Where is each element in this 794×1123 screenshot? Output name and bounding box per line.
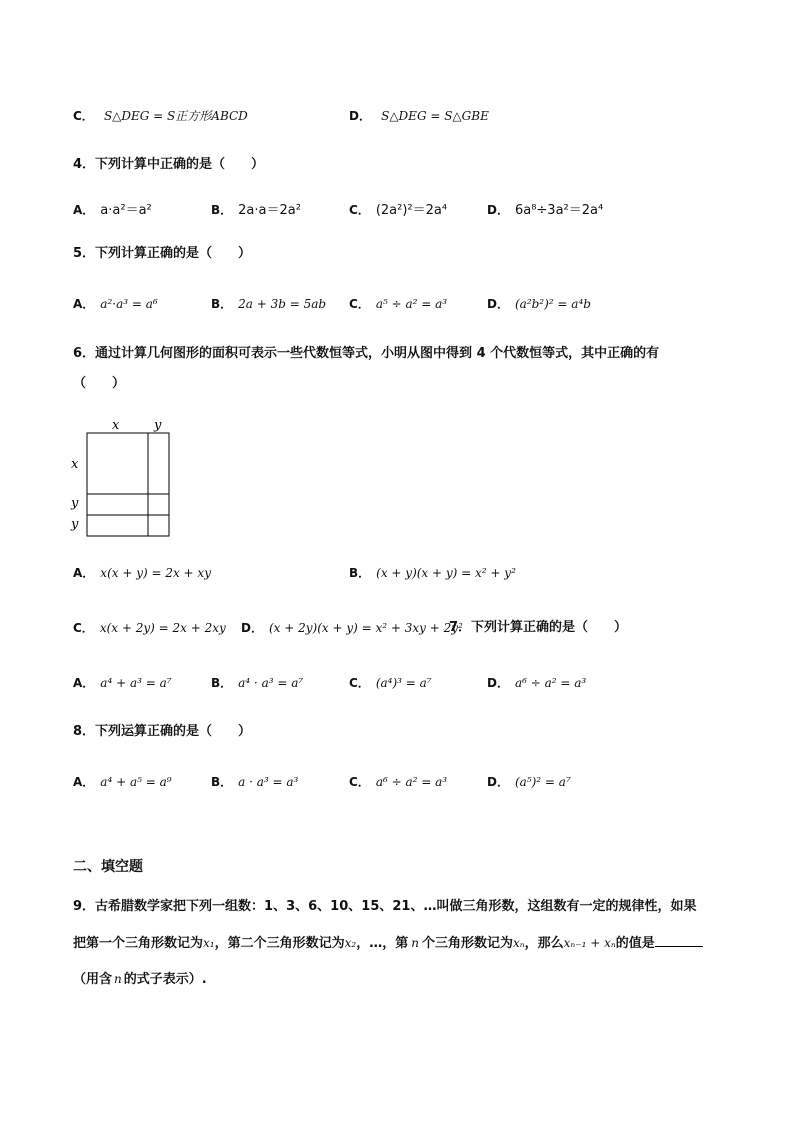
option-expression: 2a·a＝2a² — [238, 203, 301, 218]
q9-x2: x₂ — [344, 936, 357, 950]
q5-option-c[interactable] — [349, 295, 447, 314]
q9-expression: xₙ₋₁ + xₙ — [563, 936, 616, 950]
option-expression: (x + 2y)(x + y) = x² + 3xy + 2y² — [268, 621, 463, 635]
q9-text: 的值是 — [615, 936, 655, 951]
option-expression: S△DEG = S正方形ABCD — [103, 109, 248, 123]
q7-option-b[interactable] — [211, 674, 303, 693]
option-expression: a⁵ ÷ a² = a³ — [375, 297, 448, 311]
q8-option-c[interactable] — [349, 773, 447, 792]
figure-top-label-x: x — [112, 418, 120, 433]
option-expression: a·a²＝a² — [100, 203, 152, 218]
option-label: C． — [73, 621, 94, 635]
q9-text: 的式子表示）. — [123, 972, 207, 987]
option-label: C． — [73, 109, 94, 123]
option-label: D． — [487, 203, 509, 217]
q9-line1: 9．古希腊数学家把下列一组数：1、3、6、10、15、21、…叫做三角形数，这组数有一定的规律性，如果 — [73, 899, 697, 914]
option-expression: 2a + 3b = 5ab — [238, 297, 327, 311]
q6-area-figure — [64, 412, 184, 542]
option-expression: a⁶ ÷ a² = a³ — [375, 775, 448, 789]
q3-option-c[interactable] — [73, 107, 248, 126]
q4-option-d[interactable] — [487, 201, 603, 220]
figure-top-label-y: y — [154, 418, 162, 433]
q6-option-a[interactable] — [73, 564, 211, 583]
option-label: B． — [211, 297, 233, 311]
option-expression: a · a³ = a³ — [238, 775, 299, 789]
option-label: C． — [349, 676, 370, 690]
option-label: D． — [487, 676, 509, 690]
q6-stem-line1: 6．通过计算几何图形的面积可表示一些代数恒等式，小明从图中得到 4 个代数恒等式，其中正确的有 — [73, 346, 660, 361]
q7-option-c[interactable] — [349, 674, 432, 693]
option-label: D． — [349, 109, 371, 123]
q4-stem: 4．下列计算中正确的是（ ） — [73, 157, 265, 172]
option-expression: a²·a³ = a⁶ — [100, 297, 158, 311]
option-expression: x(x + 2y) = 2x + 2xy — [99, 621, 226, 635]
option-label: D． — [487, 775, 509, 789]
option-label: B． — [349, 566, 371, 580]
section-title: 二、填空题 — [73, 859, 143, 875]
q9-n: n — [411, 936, 419, 950]
option-expression: a⁴ + a³ = a⁷ — [100, 676, 172, 690]
q7-option-d[interactable] — [487, 674, 586, 693]
q3-option-d[interactable] — [349, 107, 489, 126]
q9-text: 把第一个三角形数记为 — [73, 936, 204, 951]
figure-left-label-y1: y — [71, 496, 79, 511]
option-expression: S△DEG = S△GBE — [381, 109, 489, 123]
option-expression: a⁴ + a⁵ = a⁹ — [100, 775, 172, 789]
q9-xn: xₙ — [512, 936, 525, 950]
q6-option-c[interactable] — [73, 619, 226, 638]
q4-option-a[interactable] — [73, 201, 152, 220]
option-label: D． — [241, 621, 263, 635]
q9-x1: x₁ — [203, 936, 215, 950]
option-label: A． — [73, 775, 95, 789]
q7-stem: 7．下列计算正确的是（ ） — [449, 620, 628, 635]
option-label: D． — [487, 297, 509, 311]
figure-left-label-y2: y — [71, 517, 79, 532]
option-expression: (x + y)(x + y) = x² + y² — [376, 566, 516, 580]
q5-option-b[interactable] — [211, 295, 326, 314]
q6-stem-line2: （ ） — [73, 376, 126, 391]
q6-option-d[interactable] — [241, 619, 463, 638]
option-label: C． — [349, 297, 370, 311]
q5-stem: 5．下列计算正确的是（ ） — [73, 246, 252, 261]
option-expression: a⁴ · a³ = a⁷ — [238, 676, 304, 690]
q9-line2 — [73, 934, 703, 953]
q9-text: ，…，第 — [356, 936, 409, 951]
q5-option-a[interactable] — [73, 295, 158, 314]
answer-blank[interactable] — [655, 934, 703, 947]
option-label: B． — [211, 203, 233, 217]
q4-option-b[interactable] — [211, 201, 301, 220]
q9-text: ，第二个三角形数记为 — [214, 936, 345, 951]
option-expression: a⁶ ÷ a² = a³ — [514, 676, 587, 690]
q9-line3 — [73, 970, 207, 989]
option-label: A． — [73, 566, 95, 580]
option-expression: (a²b²)² = a⁴b — [514, 297, 591, 311]
option-label: A． — [73, 203, 95, 217]
option-label: A． — [73, 676, 95, 690]
q9-text: （用含 — [73, 972, 113, 987]
q8-option-d[interactable] — [487, 773, 571, 792]
q8-option-b[interactable] — [211, 773, 298, 792]
q6-option-b[interactable] — [349, 564, 516, 583]
option-label: B． — [211, 676, 233, 690]
q8-option-a[interactable] — [73, 773, 172, 792]
q8-stem: 8．下列运算正确的是（ ） — [73, 724, 252, 739]
option-expression: (a⁴)³ = a⁷ — [375, 676, 432, 690]
option-label: C． — [349, 203, 370, 217]
q4-option-c[interactable] — [349, 201, 447, 220]
option-expression: x(x + y) = 2x + xy — [100, 566, 211, 580]
option-expression: (2a²)²＝2a⁴ — [375, 203, 448, 218]
q9-text: 个三角形数记为 — [421, 936, 513, 951]
option-label: C． — [349, 775, 370, 789]
q9-n: n — [114, 972, 122, 986]
q5-option-d[interactable] — [487, 295, 591, 314]
option-expression: 6a⁸÷3a²＝2a⁴ — [514, 203, 604, 218]
option-label: B． — [211, 775, 233, 789]
q7-option-a[interactable] — [73, 674, 172, 693]
option-expression: (a⁵)² = a⁷ — [514, 775, 571, 789]
option-label: A． — [73, 297, 95, 311]
figure-left-label-x: x — [71, 457, 79, 472]
q9-text: ，那么 — [524, 936, 564, 951]
figure-outer-rect — [87, 433, 169, 536]
